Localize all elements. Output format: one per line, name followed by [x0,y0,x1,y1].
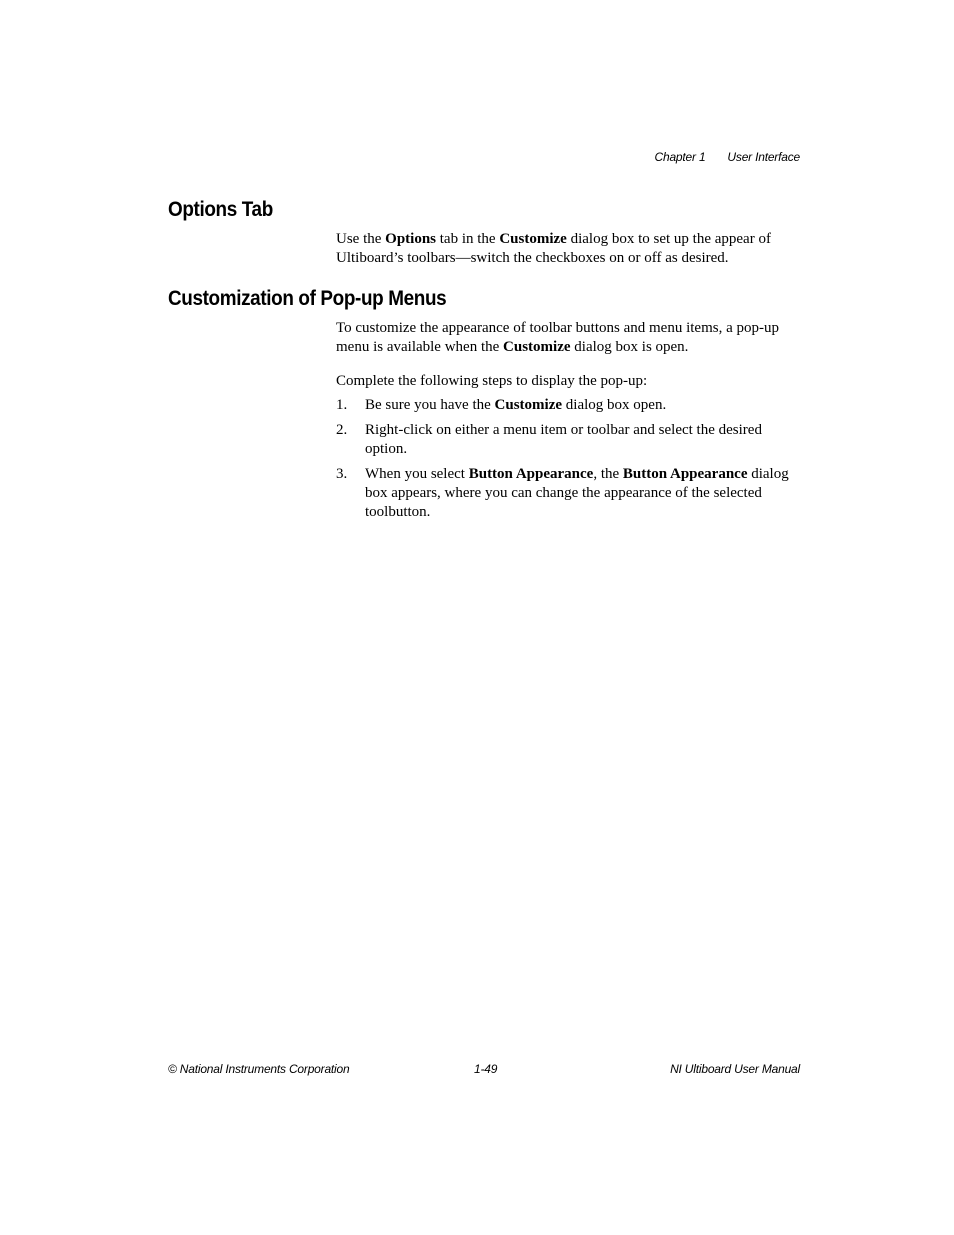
text-run: dialog box open. [562,397,667,413]
footer-copyright: © National Instruments Corporation [168,1062,350,1076]
section-label: User Interface [727,150,800,164]
ui-term-button-appearance: Button Appearance [468,466,594,482]
step-number: 2. [336,422,348,438]
popup-intro-paragraph [336,319,800,357]
options-tab-heading: Options Tab [168,198,273,221]
ui-term-button-appearance: Button Appearance [622,466,748,482]
step-number: 1. [336,397,348,413]
list-item [336,465,800,522]
ui-term-customize: Customize [494,397,563,413]
text-run: dialog box appears, where you can change the appearance of the selected toolbutton. [365,466,789,520]
text-run: Use the [336,231,386,247]
ui-term-customize: Customize [499,231,567,247]
running-header [655,150,800,164]
text-run: dialog box is open. [570,339,689,355]
footer-manual-title: NI Ultiboard User Manual [670,1062,800,1076]
text-run: dialog box to set up the appear of Ultiboard’s toolbars—switch the checkboxes on or off as desired. [336,231,771,266]
text-run: tab in the [436,231,500,247]
ui-term-options: Options [385,231,437,247]
step-number: 3. [336,466,348,482]
popup-menus-heading: Customization of Pop-up Menus [168,287,447,310]
list-item [336,421,800,459]
chapter-label: Chapter 1 [654,150,706,164]
text-run: Right-click on either a menu item or toolbar and select the desired option. [365,422,762,457]
text-run: , the [593,466,623,482]
steps-list [336,396,800,528]
steps-intro-paragraph: Complete the following steps to display the pop-up: [336,373,648,389]
text-run: Be sure you have the [365,397,495,413]
options-tab-paragraph [336,230,800,268]
page-number: 1-49 [474,1062,498,1076]
ui-term-customize: Customize [503,339,571,355]
text-run: When you select [365,466,469,482]
list-item [336,396,800,415]
text-run: To customize the appearance of toolbar buttons and menu items, a pop-up menu is available when the [336,320,779,355]
